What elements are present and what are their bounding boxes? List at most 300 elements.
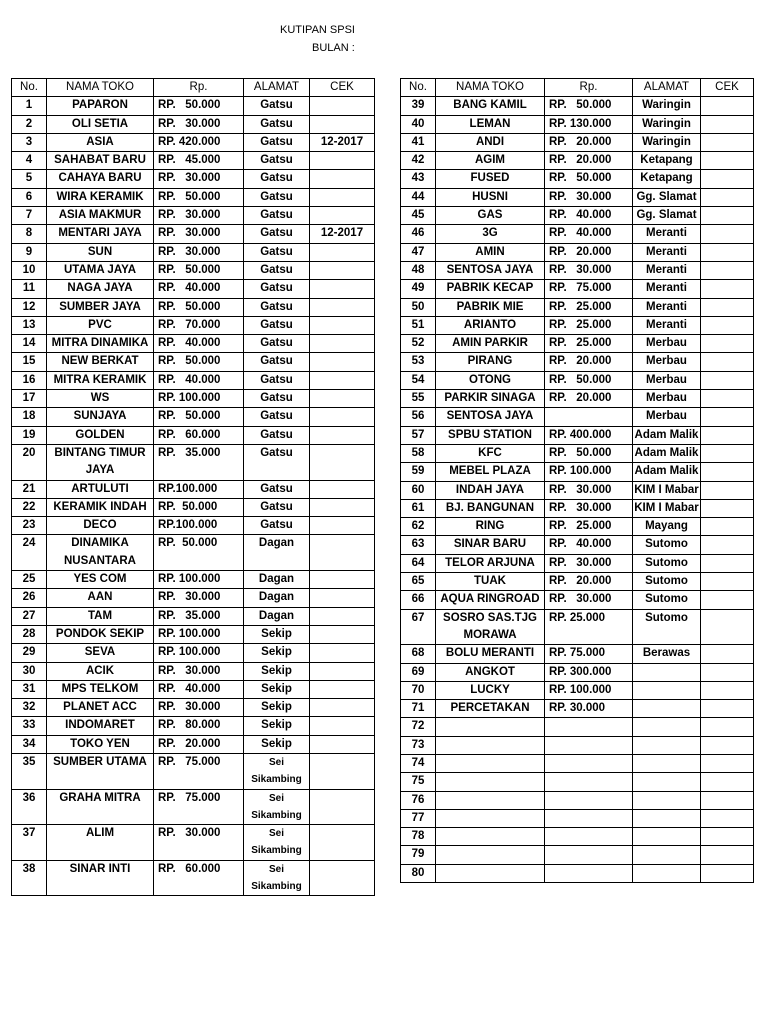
address-cell: Gatsu: [244, 133, 310, 151]
check-mark-cell: [701, 97, 754, 115]
address-cell: [633, 773, 701, 791]
row-number-cell: 80: [401, 864, 436, 882]
check-mark-cell: [701, 463, 754, 481]
table-row: [12, 753, 375, 789]
amount-cell: [545, 773, 633, 791]
amount-cell: RP. 40.000: [154, 371, 244, 389]
table-row: [401, 846, 754, 864]
store-name-cell: BJ. BANGUNAN: [436, 499, 545, 517]
amount-cell: RP. 100.000: [154, 571, 244, 589]
row-number-cell: 28: [12, 625, 47, 643]
address-cell: Sei Sikambing: [244, 753, 310, 789]
table-row: [401, 426, 754, 444]
table-row: [12, 408, 375, 426]
store-name-cell: AMIN: [436, 243, 545, 261]
address-cell: Gatsu: [244, 316, 310, 334]
check-mark-cell: [701, 316, 754, 334]
amount-cell: RP. 25.000: [545, 335, 633, 353]
table-row: [12, 735, 375, 753]
address-cell: Gatsu: [244, 243, 310, 261]
check-mark-cell: [701, 133, 754, 151]
row-number-cell: 30: [12, 662, 47, 680]
amount-cell: RP. 30.000: [154, 662, 244, 680]
check-mark-cell: [310, 243, 375, 261]
row-number-cell: 67: [401, 609, 436, 645]
row-number-cell: 42: [401, 152, 436, 170]
amount-cell: RP. 100.000: [154, 390, 244, 408]
check-mark-cell: [310, 408, 375, 426]
amount-cell: RP.100.000: [154, 517, 244, 535]
row-number-cell: 9: [12, 243, 47, 261]
row-number-cell: 68: [401, 645, 436, 663]
address-cell: Adam Malik: [633, 463, 701, 481]
check-mark-cell: [701, 573, 754, 591]
check-mark-cell: [701, 609, 754, 645]
store-name-cell: ARTULUTI: [47, 480, 154, 498]
amount-cell: RP. 75.000: [154, 753, 244, 789]
row-number-cell: 25: [12, 571, 47, 589]
address-cell: Gatsu: [244, 353, 310, 371]
table-row: [401, 681, 754, 699]
table-row: [12, 662, 375, 680]
left-table: [11, 78, 375, 896]
row-number-cell: 14: [12, 335, 47, 353]
table-row: [401, 481, 754, 499]
table-row: [401, 736, 754, 754]
store-name-cell: SUNJAYA: [47, 408, 154, 426]
amount-cell: RP. 420.000: [154, 133, 244, 151]
store-name-cell: AMIN PARKIR: [436, 335, 545, 353]
table-row: [401, 225, 754, 243]
check-mark-cell: 12-2017: [310, 225, 375, 243]
address-cell: Dagan: [244, 589, 310, 607]
amount-cell: RP. 100.000: [154, 644, 244, 662]
row-number-cell: 64: [401, 554, 436, 572]
check-mark-cell: [310, 390, 375, 408]
table-row: [401, 573, 754, 591]
store-name-cell: DINAMIKA NUSANTARA: [47, 535, 154, 571]
store-name-cell: PONDOK SEKIP: [47, 625, 154, 643]
store-name-cell: KERAMIK INDAH: [47, 498, 154, 516]
address-cell: Ketapang: [633, 170, 701, 188]
amount-cell: [545, 791, 633, 809]
row-number-cell: 71: [401, 700, 436, 718]
table-row: [401, 718, 754, 736]
row-number-cell: 46: [401, 225, 436, 243]
address-cell: Gatsu: [244, 335, 310, 353]
address-cell: Gatsu: [244, 97, 310, 115]
check-mark-cell: [310, 699, 375, 717]
row-number-cell: 35: [12, 753, 47, 789]
table-row: [401, 261, 754, 279]
address-cell: Waringin: [633, 115, 701, 133]
check-mark-cell: [310, 789, 375, 825]
row-number-cell: 15: [12, 353, 47, 371]
row-number-cell: 20: [12, 444, 47, 480]
row-number-cell: 4: [12, 152, 47, 170]
check-mark-cell: [310, 480, 375, 498]
col-header-alamat: ALAMAT: [244, 79, 310, 97]
check-mark-cell: [701, 536, 754, 554]
address-cell: Gatsu: [244, 188, 310, 206]
store-name-cell: ACIK: [47, 662, 154, 680]
amount-cell: RP. 30.000: [545, 700, 633, 718]
row-number-cell: 78: [401, 828, 436, 846]
table-row: [401, 390, 754, 408]
check-mark-cell: [701, 426, 754, 444]
row-number-cell: 69: [401, 663, 436, 681]
amount-cell: RP. 80.000: [154, 717, 244, 735]
row-number-cell: 23: [12, 517, 47, 535]
store-name-cell: ANDI: [436, 133, 545, 151]
store-name-cell: AQUA RINGROAD: [436, 591, 545, 609]
check-mark-cell: [310, 860, 375, 896]
store-name-cell: GAS: [436, 207, 545, 225]
amount-cell: RP. 30.000: [545, 591, 633, 609]
store-name-cell: BOLU MERANTI: [436, 645, 545, 663]
address-cell: KIM I Mabar: [633, 481, 701, 499]
table-row: [12, 133, 375, 151]
table-row: [12, 115, 375, 133]
row-number-cell: 1: [12, 97, 47, 115]
row-number-cell: 53: [401, 353, 436, 371]
check-mark-cell: [701, 864, 754, 882]
check-mark-cell: [310, 261, 375, 279]
row-number-cell: 3: [12, 133, 47, 151]
row-number-cell: 50: [401, 298, 436, 316]
address-cell: Meranti: [633, 243, 701, 261]
address-cell: Sei Sikambing: [244, 860, 310, 896]
check-mark-cell: [310, 662, 375, 680]
table-row: [401, 645, 754, 663]
table-row: [401, 700, 754, 718]
amount-cell: RP. 40.000: [154, 335, 244, 353]
address-cell: Gatsu: [244, 408, 310, 426]
row-number-cell: 39: [401, 97, 436, 115]
row-number-cell: 37: [12, 825, 47, 861]
amount-cell: RP. 20.000: [545, 573, 633, 591]
table-row: [401, 536, 754, 554]
table-row: [12, 480, 375, 498]
store-name-cell: [436, 754, 545, 772]
row-number-cell: 34: [12, 735, 47, 753]
table-row: [12, 225, 375, 243]
address-cell: Berawas: [633, 645, 701, 663]
store-name-cell: PLANET ACC: [47, 699, 154, 717]
row-number-cell: 16: [12, 371, 47, 389]
store-name-cell: ALIM: [47, 825, 154, 861]
row-number-cell: 31: [12, 680, 47, 698]
store-name-cell: OTONG: [436, 371, 545, 389]
row-number-cell: 47: [401, 243, 436, 261]
amount-cell: RP. 130.000: [545, 115, 633, 133]
address-cell: Merbau: [633, 335, 701, 353]
amount-cell: RP. 40.000: [545, 536, 633, 554]
amount-cell: RP. 20.000: [545, 353, 633, 371]
check-mark-cell: [310, 571, 375, 589]
page-title: KUTIPAN SPSI: [280, 24, 355, 36]
amount-cell: RP. 100.000: [545, 681, 633, 699]
store-name-cell: BINTANG TIMUR JAYA: [47, 444, 154, 480]
check-mark-cell: [701, 518, 754, 536]
check-mark-cell: [310, 207, 375, 225]
check-mark-cell: [310, 607, 375, 625]
store-name-cell: UTAMA JAYA: [47, 261, 154, 279]
amount-cell: RP. 60.000: [154, 860, 244, 896]
table-row: [12, 243, 375, 261]
amount-cell: RP. 30.000: [154, 207, 244, 225]
table-row: [12, 589, 375, 607]
amount-cell: RP. 30.000: [154, 170, 244, 188]
row-number-cell: 62: [401, 518, 436, 536]
address-cell: Merbau: [633, 353, 701, 371]
row-number-cell: 36: [12, 789, 47, 825]
check-mark-cell: [310, 152, 375, 170]
amount-cell: RP.100.000: [154, 480, 244, 498]
table-row: [12, 353, 375, 371]
amount-cell: RP. 50.000: [154, 188, 244, 206]
check-mark-cell: [310, 316, 375, 334]
col-header-nama-toko: NAMA TOKO: [47, 79, 154, 97]
check-mark-cell: [310, 115, 375, 133]
table-row: [401, 463, 754, 481]
row-number-cell: 70: [401, 681, 436, 699]
row-number-cell: 27: [12, 607, 47, 625]
amount-cell: [545, 846, 633, 864]
check-mark-cell: [701, 280, 754, 298]
check-mark-cell: [701, 115, 754, 133]
amount-cell: [545, 809, 633, 827]
row-number-cell: 65: [401, 573, 436, 591]
amount-cell: RP. 25.000: [545, 609, 633, 645]
store-name-cell: MPS TELKOM: [47, 680, 154, 698]
amount-cell: RP. 20.000: [545, 243, 633, 261]
row-number-cell: 17: [12, 390, 47, 408]
address-cell: Merbau: [633, 408, 701, 426]
row-number-cell: 40: [401, 115, 436, 133]
check-mark-cell: [701, 700, 754, 718]
check-mark-cell: [310, 625, 375, 643]
amount-cell: RP. 30.000: [545, 188, 633, 206]
store-name-cell: [436, 828, 545, 846]
check-mark-cell: [310, 680, 375, 698]
amount-cell: RP. 50.000: [154, 535, 244, 571]
row-number-cell: 32: [12, 699, 47, 717]
row-number-cell: 45: [401, 207, 436, 225]
table-row: [12, 335, 375, 353]
amount-cell: RP. 20.000: [545, 390, 633, 408]
row-number-cell: 61: [401, 499, 436, 517]
address-cell: [633, 663, 701, 681]
amount-cell: RP. 20.000: [545, 152, 633, 170]
store-name-cell: [436, 809, 545, 827]
col-header-nama-toko: NAMA TOKO: [436, 79, 545, 97]
table-row: [401, 499, 754, 517]
address-cell: Meranti: [633, 316, 701, 334]
store-name-cell: INDOMARET: [47, 717, 154, 735]
table-row: [12, 571, 375, 589]
address-cell: Sutomo: [633, 554, 701, 572]
store-name-cell: MITRA KERAMIK: [47, 371, 154, 389]
amount-cell: RP. 50.000: [154, 261, 244, 279]
amount-cell: RP. 30.000: [154, 115, 244, 133]
address-cell: Sutomo: [633, 609, 701, 645]
row-number-cell: 10: [12, 261, 47, 279]
address-cell: Gatsu: [244, 170, 310, 188]
check-mark-cell: [310, 426, 375, 444]
store-name-cell: CAHAYA BARU: [47, 170, 154, 188]
store-name-cell: DECO: [47, 517, 154, 535]
amount-cell: RP. 50.000: [545, 97, 633, 115]
col-header-cek: CEK: [310, 79, 375, 97]
address-cell: Meranti: [633, 261, 701, 279]
amount-cell: RP. 30.000: [154, 243, 244, 261]
table-row: [12, 789, 375, 825]
amount-cell: RP. 300.000: [545, 663, 633, 681]
row-number-cell: 11: [12, 280, 47, 298]
table-row: [12, 261, 375, 279]
store-name-cell: MITRA DINAMIKA: [47, 335, 154, 353]
check-mark-cell: [701, 554, 754, 572]
address-cell: Gatsu: [244, 280, 310, 298]
check-mark-cell: [310, 444, 375, 480]
check-mark-cell: [701, 408, 754, 426]
store-name-cell: [436, 718, 545, 736]
amount-cell: [545, 718, 633, 736]
amount-cell: RP. 25.000: [545, 518, 633, 536]
address-cell: [633, 791, 701, 809]
amount-cell: RP. 30.000: [545, 261, 633, 279]
amount-cell: RP. 25.000: [545, 316, 633, 334]
address-cell: Mayang: [633, 518, 701, 536]
store-name-cell: SUN: [47, 243, 154, 261]
address-cell: Sutomo: [633, 573, 701, 591]
table-row: [401, 152, 754, 170]
table-row: [401, 207, 754, 225]
store-name-cell: SINAR BARU: [436, 536, 545, 554]
store-name-cell: SINAR INTI: [47, 860, 154, 896]
table-row: [12, 625, 375, 643]
table-row: [401, 828, 754, 846]
address-cell: Gatsu: [244, 152, 310, 170]
address-cell: [633, 846, 701, 864]
address-cell: [633, 718, 701, 736]
table-row: [12, 280, 375, 298]
check-mark-cell: [701, 152, 754, 170]
check-mark-cell: [310, 298, 375, 316]
amount-cell: RP. 50.000: [545, 444, 633, 462]
table-row: [401, 408, 754, 426]
table-row: [12, 860, 375, 896]
table-row: [401, 809, 754, 827]
address-cell: Gatsu: [244, 426, 310, 444]
amount-cell: RP. 30.000: [154, 825, 244, 861]
table-row: [12, 426, 375, 444]
amount-cell: RP. 20.000: [545, 133, 633, 151]
store-name-cell: FUSED: [436, 170, 545, 188]
row-number-cell: 66: [401, 591, 436, 609]
amount-cell: RP. 60.000: [154, 426, 244, 444]
check-mark-cell: 12-2017: [310, 133, 375, 151]
check-mark-cell: [701, 591, 754, 609]
store-name-cell: PARKIR SINAGA: [436, 390, 545, 408]
address-cell: KIM I Mabar: [633, 499, 701, 517]
row-number-cell: 76: [401, 791, 436, 809]
row-number-cell: 13: [12, 316, 47, 334]
amount-cell: RP. 75.000: [545, 280, 633, 298]
row-number-cell: 72: [401, 718, 436, 736]
check-mark-cell: [701, 298, 754, 316]
table-row: [401, 864, 754, 882]
table-row: [12, 371, 375, 389]
table-row: [401, 609, 754, 645]
check-mark-cell: [701, 390, 754, 408]
table-row: [401, 188, 754, 206]
address-cell: Gatsu: [244, 480, 310, 498]
row-number-cell: 51: [401, 316, 436, 334]
address-cell: Dagan: [244, 607, 310, 625]
store-name-cell: LEMAN: [436, 115, 545, 133]
table-row: [401, 554, 754, 572]
table-row: [401, 316, 754, 334]
store-name-cell: ASIA: [47, 133, 154, 151]
check-mark-cell: [310, 735, 375, 753]
address-cell: Sekip: [244, 699, 310, 717]
address-cell: Sei Sikambing: [244, 789, 310, 825]
row-number-cell: 48: [401, 261, 436, 279]
amount-cell: RP. 35.000: [154, 444, 244, 480]
amount-cell: RP. 30.000: [154, 589, 244, 607]
store-name-cell: AAN: [47, 589, 154, 607]
store-name-cell: SEVA: [47, 644, 154, 662]
store-name-cell: YES COM: [47, 571, 154, 589]
table-row: [401, 133, 754, 151]
address-cell: [633, 828, 701, 846]
store-name-cell: SPBU STATION: [436, 426, 545, 444]
store-name-cell: BANG KAMIL: [436, 97, 545, 115]
check-mark-cell: [701, 846, 754, 864]
address-cell: Gatsu: [244, 517, 310, 535]
table-row: [401, 298, 754, 316]
row-number-cell: 43: [401, 170, 436, 188]
store-name-cell: SUMBER UTAMA: [47, 753, 154, 789]
check-mark-cell: [310, 170, 375, 188]
table-row: [401, 791, 754, 809]
store-name-cell: [436, 736, 545, 754]
check-mark-cell: [701, 261, 754, 279]
amount-cell: RP. 40.000: [154, 680, 244, 698]
store-name-cell: KFC: [436, 444, 545, 462]
row-number-cell: 8: [12, 225, 47, 243]
row-number-cell: 77: [401, 809, 436, 827]
amount-cell: [545, 864, 633, 882]
store-name-cell: GOLDEN: [47, 426, 154, 444]
table-row: [401, 280, 754, 298]
row-number-cell: 63: [401, 536, 436, 554]
table-row: [401, 97, 754, 115]
address-cell: Meranti: [633, 225, 701, 243]
table-row: [12, 517, 375, 535]
check-mark-cell: [310, 753, 375, 789]
amount-cell: RP. 400.000: [545, 426, 633, 444]
table-row: [12, 607, 375, 625]
store-name-cell: PAPARON: [47, 97, 154, 115]
table-row: [12, 825, 375, 861]
address-cell: [633, 864, 701, 882]
check-mark-cell: [310, 353, 375, 371]
table-row: [401, 243, 754, 261]
store-name-cell: MENTARI JAYA: [47, 225, 154, 243]
